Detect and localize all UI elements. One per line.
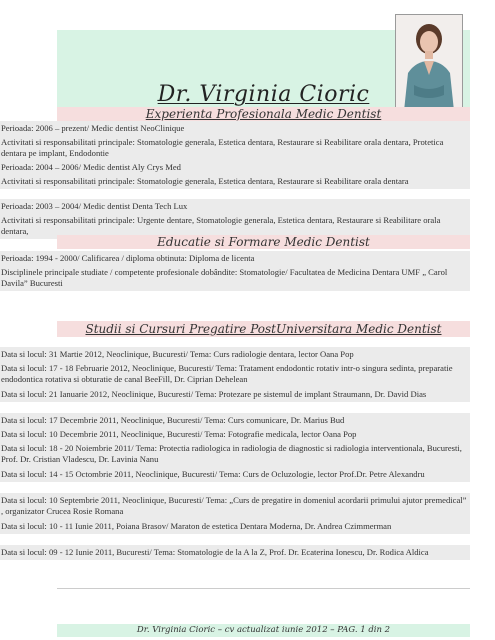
list-item: Data si locul: 21 Ianuarie 2012, Neoclinique, Bucuresti/ Tema: Protezare pe sistemul de implant Straumann, Dr. David Dias: [0, 387, 470, 403]
list-item: Activitati si responsabilitati principale: Stomatologie generala, Estetica dentara, Restaurare si Reabilitare orala dentara: [0, 174, 470, 190]
list-item: Data si locul: 10 Decembrie 2011, Neoclinique, Bucuresti/ Tema: Fotografie medicala, lector Oana Pop: [0, 427, 470, 443]
list-item: Activitati si responsabilitati principale: Stomatologie generala, Estetica dentara, Restaurare si Reabilitare orala dentara, Protetica dentara pe implant, Endodontie: [0, 135, 470, 162]
list-item: Data si locul: 09 - 12 Iunie 2011, Bucuresti/ Tema: Stomatologie de la A la Z, Prof. Dr. Ecaterina Ionescu, Dr. Rodica Aldica: [0, 545, 470, 561]
page-footer: Dr. Virginia Cioric – cv actualizat iunie 2012 – PAG. 1 din 2: [57, 624, 470, 637]
doctor-name: Dr. Virginia Cioric: [157, 82, 370, 107]
section-title-education: Educatie si Formare Medic Dentist: [57, 235, 470, 249]
list-item: Data si locul: 17 Decembrie 2011, Neoclinique, Bucuresti/ Tema: Curs comunicare, Dr. Marius Bud: [0, 413, 470, 429]
list-item: Perioada: 2004 – 2006/ Medic dentist Aly Crys Med: [0, 160, 470, 176]
list-item: Data si locul: 10 Septembrie 2011, Neoclinique, Bucuresti/ Tema: „Curs de pregatire in domeniul acordarii primului ajutor premedical” , organizator Crucea Rosie Romana: [0, 493, 470, 520]
section-title-experience: Experienta Profesionala Medic Dentist: [57, 107, 470, 121]
list-item: Data si locul: 18 - 20 Noiembrie 2011/ Tema: Protectia radiologica in radiologia de diagnostic si radiologia interventionala, Bucuresti, Prof. Dr. Cristian Vladescu, Dr. Lavinia Nanu: [0, 441, 470, 468]
portrait-image: [396, 15, 462, 111]
list-item: Data si locul: 31 Martie 2012, Neoclinique, Bucuresti/ Tema: Curs radiologie dentara, lector Oana Pop: [0, 347, 470, 363]
list-item: Activitati si responsabilitati principale: Urgente dentare, Stomatologie generala, Estetica dentara, Restaurare si Reabilitare orala dentara,: [0, 213, 470, 240]
section-title-courses: Studii si Cursuri Pregatire PostUniversitara Medic Dentist: [57, 321, 470, 337]
list-item: Perioada: 2003 – 2004/ Medic dentist Denta Tech Lux: [0, 199, 470, 215]
list-item: Data si locul: 14 - 15 Octombrie 2011, Neoclinique, Bucuresti/ Tema: Curs de Ocluzologie, lector Prof.Dr. Petre Alexandru: [0, 467, 470, 483]
list-item: Perioada: 1994 - 2000/ Calificarea / diploma obtinuta: Diploma de licenta: [0, 251, 470, 267]
doctor-photo: [395, 14, 463, 112]
list-item: Perioada: 2006 – prezent/ Medic dentist NeoClinique: [0, 121, 470, 137]
divider: [57, 588, 470, 589]
list-item: Disciplinele principale studiate / competente profesionale dobândite: Stomatologie/ Facultatea de Medicina Dentara UMF „ Carol Davila” Bucuresti: [0, 265, 470, 292]
list-item: Data si locul: 17 - 18 Februarie 2012, Neoclinique, Bucuresti/ Tema: Tratament endodontic rotativ intr-o singura sedinta, preparatie endodontica rotativa si obturatie de canal BeeFill, Dr. Ciprian Dehelean: [0, 361, 470, 388]
list-item: Data si locul: 10 - 11 Iunie 2011, Poiana Brasov/ Maraton de estetica Dentara Moderna, Dr. Andrea Czimmerman: [0, 519, 470, 535]
